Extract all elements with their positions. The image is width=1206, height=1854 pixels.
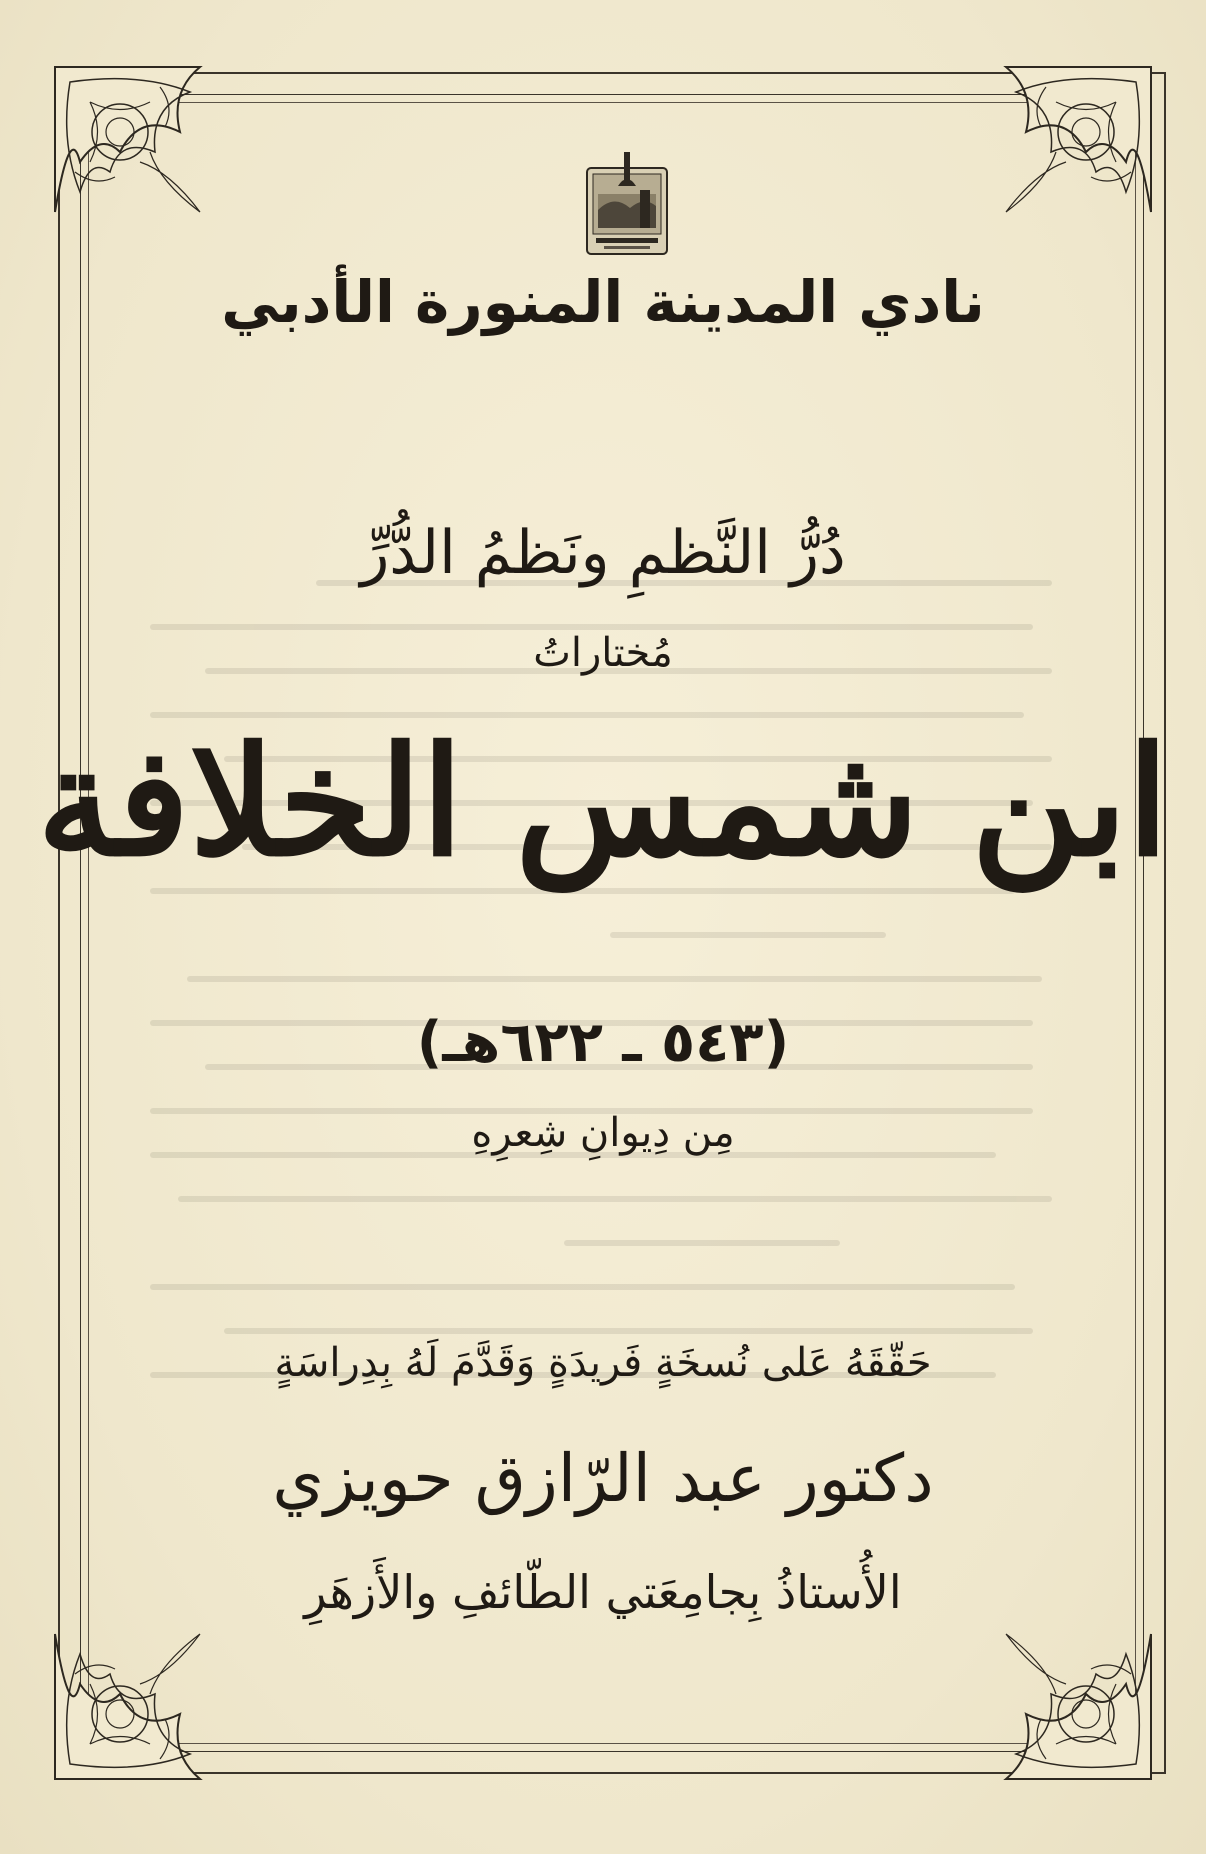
poet-dates: (٥٤٣ ـ ٦٢٢هـ) (416, 1010, 790, 1075)
editor-affiliation: الأُستاذُ بِجامِعَتي الطّائفِ والأَزهَرِ (304, 1565, 902, 1619)
selections-label: مُختاراتُ (533, 630, 673, 676)
poet-name-title: ابن شمس الخلافة (37, 714, 1169, 890)
publisher-emblem-icon (584, 150, 670, 260)
publisher-name: نادي المدينة المنورة الأدبي (221, 268, 985, 336)
ornament-corner-top-right (946, 62, 1156, 272)
edited-by-line: حَقّقَهُ عَلى نُسخَةٍ فَريدَةٍ وَقَدَّمَ لَهُ بِدِراسَةٍ (274, 1340, 932, 1386)
source-note: مِن دِيوانِ شِعرِهِ (471, 1110, 735, 1156)
ornament-corner-top-left (50, 62, 260, 272)
book-series-title: دُرُّ النَّظمِ ونَظمُ الدُّرِّ (360, 518, 846, 588)
editor-name: دكتور عبد الرّازق حويزي (272, 1440, 934, 1517)
